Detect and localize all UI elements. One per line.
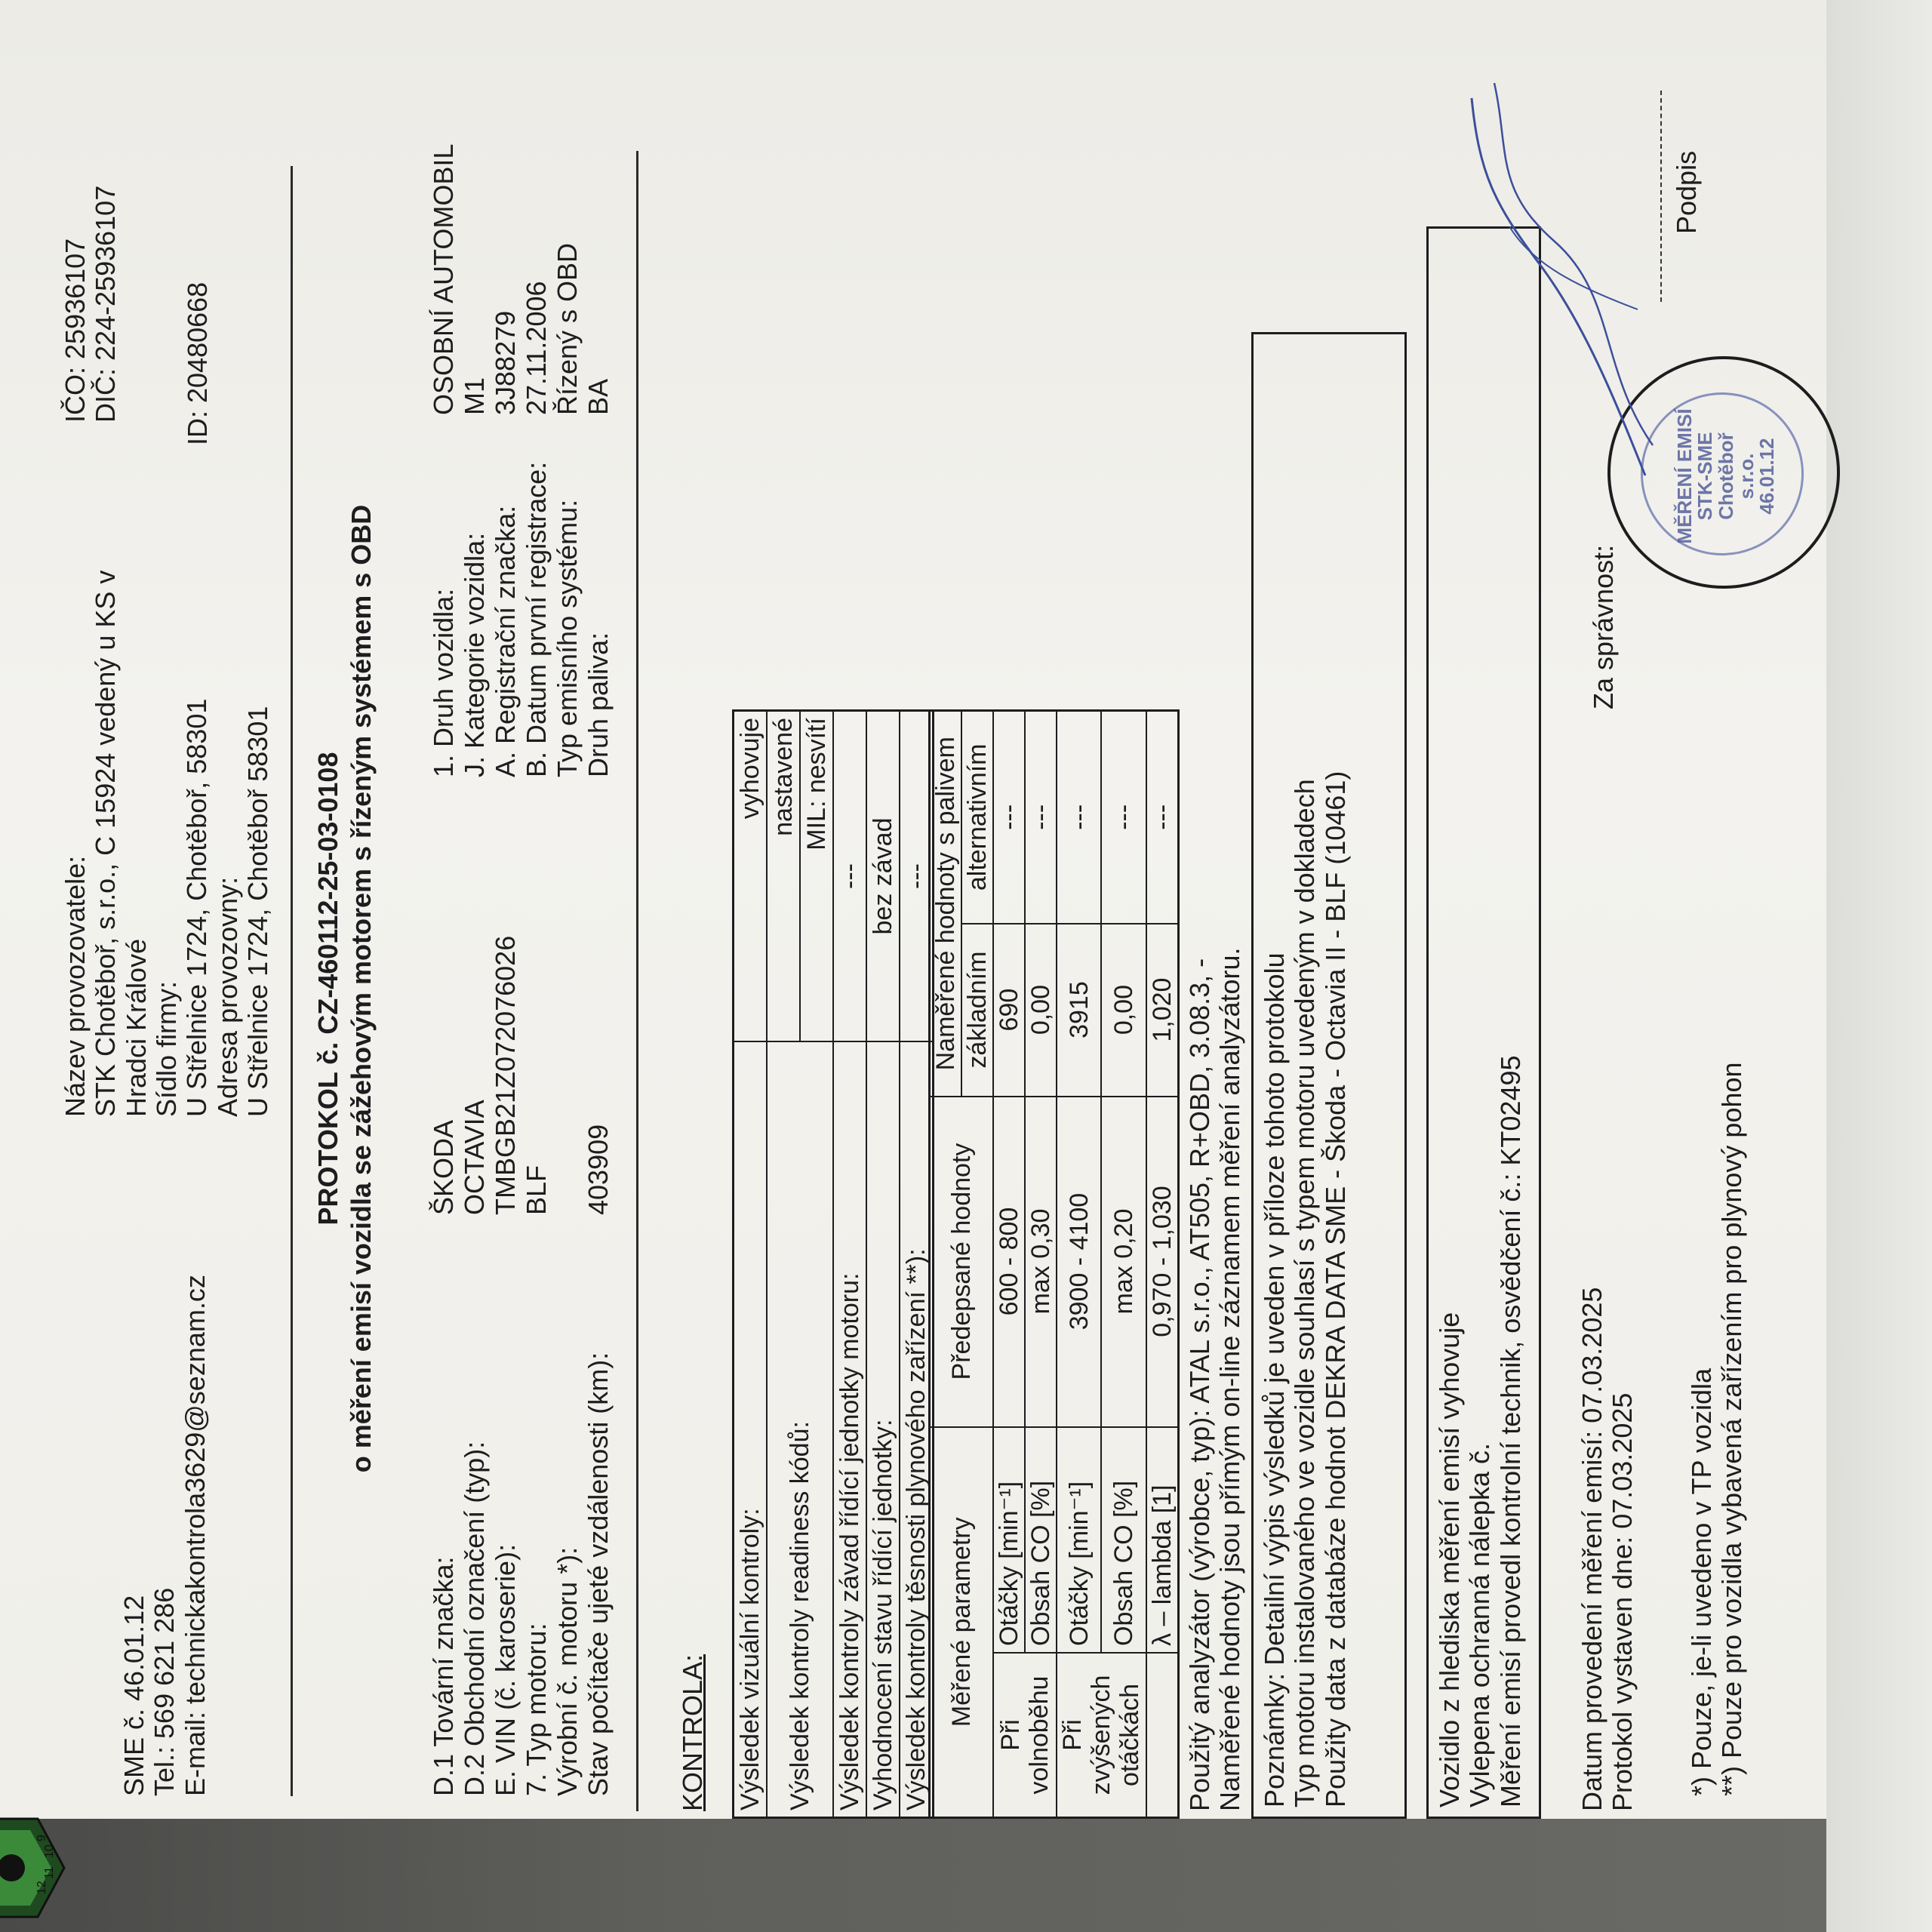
prescribed-cell: 600 - 800 <box>993 1097 1025 1427</box>
odometer-value: 403909 <box>583 1124 614 1215</box>
model-label: D.2 Obchodní označení (typ): <box>459 1441 490 1796</box>
address-value: U Střelnice 1724, Chotěboř 58301 <box>242 706 273 1117</box>
vehicle-divider <box>636 151 638 1811</box>
measurements-table <box>928 709 1180 1819</box>
verdict-sticker: Vylepena ochranná nálepka č. <box>1464 1442 1496 1807</box>
seat-label: Sídlo firmy: <box>150 980 182 1117</box>
email: E-mail: technickakontrola3629@seznam.cz <box>179 1275 211 1796</box>
table-row <box>833 711 866 1818</box>
table-row <box>1057 711 1101 1818</box>
protocol-number: PROTOKOL č. CZ-460112-25-03-0108 <box>312 752 343 1226</box>
sme-number: SME č. 46.01.12 <box>118 1595 149 1796</box>
alt-cell: --- <box>1101 711 1146 924</box>
group-high-rpm-line2: otáčkách <box>1115 1683 1145 1787</box>
seal-number: 10 <box>43 1844 56 1858</box>
table-row <box>734 711 768 1818</box>
responsibility-label: Za správnost: <box>1588 544 1619 709</box>
vehicle-category-value: M1 <box>459 377 490 415</box>
vin-value: TMBGB21Z072076026 <box>490 935 521 1215</box>
col-measured-params: Měřené parametry <box>930 1427 994 1818</box>
prescribed-cell: max 0,20 <box>1101 1097 1146 1427</box>
fuel-label: Druh paliva: <box>583 632 614 777</box>
mil-value: MIL: nesvítí <box>800 711 833 1042</box>
table-row <box>1101 711 1146 1818</box>
stamp-name: STK-SME <box>1694 432 1717 521</box>
param-cell: Otáčky [min⁻¹] <box>1057 1427 1101 1653</box>
col-prescribed-values: Předepsané hodnoty <box>930 1097 994 1427</box>
stk-hex-logo <box>0 1811 68 1924</box>
verdict-technician: Měření emisí provedl kontrolní technik, osvědčení č.: KT02495 <box>1494 1055 1526 1807</box>
param-cell: Obsah CO [%] <box>1101 1427 1146 1653</box>
readiness-label: Výsledek kontroly readiness kódů: <box>767 1041 833 1818</box>
basic-cell: 0,00 <box>1025 924 1057 1097</box>
notes-line: Použity data z databáze hodnot DEKRA DATA SME - Škoda - Octavia II - BLF (10461) <box>1319 771 1351 1807</box>
dic: DIČ: 224-25936107 <box>90 185 122 423</box>
table-header-row <box>930 711 962 1818</box>
seat-value: U Střelnice 1724, Chotěboř, 58301 <box>181 698 213 1117</box>
group-idle: Při volnoběhu <box>993 1653 1057 1818</box>
vin-label: E. VIN (č. karoserie): <box>490 1543 521 1796</box>
stamp-arc: MĚŘENÍ EMISÍ <box>1673 408 1696 544</box>
signature-line <box>1660 91 1662 302</box>
seal-number: 11 <box>43 1866 56 1879</box>
stamp-number: 46.01.12 <box>1755 438 1779 515</box>
ecu-faults-label: Výsledek kontroly závad řídící jednotky motoru: <box>833 1041 866 1818</box>
registration-value: 3J88279 <box>490 310 521 415</box>
param-cell: Obsah CO [%] <box>1025 1427 1057 1653</box>
signature-scribble <box>1464 68 1660 491</box>
basic-cell: 3915 <box>1057 924 1101 1097</box>
analyzer-note: Naměřené hodnoty jsou přímým on-line záznamem měření analyzátoru. <box>1214 947 1246 1811</box>
stamp-text <box>1675 367 1777 586</box>
protocol-title <box>313 385 377 1592</box>
make-label: D.1 Tovární značka: <box>428 1556 459 1796</box>
emission-system-value: Řízený s OBD <box>552 242 583 415</box>
engine-type-label: 7. Typ motoru: <box>521 1623 552 1796</box>
vehicle-kind-value: OSOBNÍ AUTOMOBIL <box>428 143 459 415</box>
analyzer-info: Použitý analyzátor (výrobce, typ): ATAL s.r.o., AT505, R+OBD, 3.08.3, - <box>1184 958 1215 1811</box>
verdict-result: Vozidlo z hlediska měření emisí vyhovuje <box>1434 1312 1465 1807</box>
basic-cell: 690 <box>993 924 1025 1097</box>
footnote: *) Pouze, je-li uvedeno v TP vozidla <box>1686 1368 1717 1796</box>
registration-label: A. Registrační značka: <box>490 505 521 777</box>
col-measured-values: Naměřené hodnoty s palivem <box>930 711 962 1097</box>
operator-name: STK Chotěboř, s.r.o., C 15924 vedený u KS v <box>90 570 122 1117</box>
odometer-label: Stav počítače ujeté vzdálenosti (km): <box>583 1352 614 1796</box>
prescribed-cell: max 0,30 <box>1025 1097 1057 1427</box>
notes-line: Poznámky: Detailní výpis výsledků je uveden v příloze tohoto protokolu <box>1259 952 1290 1807</box>
footnote: **) Pouze pro vozidla vybavená zařízením pro plynový pohon <box>1716 1062 1748 1796</box>
empty-group-cell <box>1146 1653 1179 1818</box>
control-results-table <box>732 709 934 1819</box>
engine-type-value: BLF <box>521 1164 552 1215</box>
vehicle-info-left <box>429 936 614 1796</box>
table-row <box>767 711 800 1818</box>
basic-cell: 0,00 <box>1101 924 1146 1097</box>
first-registration-label: B. Datum první registrace: <box>521 461 552 777</box>
param-cell: λ – lambda [1] <box>1146 1427 1179 1653</box>
group-high-rpm-line1: Při zvýšených <box>1058 1675 1116 1795</box>
model-value: OCTAVIA <box>459 1100 490 1215</box>
col-basic-fuel: základním <box>961 924 993 1097</box>
phone: Tel.: 569 621 286 <box>149 1587 180 1796</box>
table-row <box>1025 711 1057 1818</box>
operator-label: Název provozovatele: <box>60 855 91 1117</box>
param-cell: Otáčky [min⁻¹] <box>993 1427 1025 1653</box>
kontrola-heading: KONTROLA: <box>677 1654 708 1811</box>
header-divider <box>291 166 293 1796</box>
ecu-state-value: bez závad <box>866 711 900 1042</box>
alt-cell: --- <box>1025 711 1057 924</box>
vehicle-kind-label: 1. Druh vozidla: <box>428 588 459 777</box>
stamp-city: Chotěboř <box>1714 432 1737 520</box>
alt-cell: --- <box>1057 711 1101 924</box>
visual-check-value: vyhovuje <box>734 711 768 1042</box>
signature-label: Podpis <box>1671 150 1702 234</box>
vehicle-info-right <box>429 144 614 777</box>
gas-tightness-value: --- <box>900 711 934 1042</box>
table-row <box>1146 711 1179 1818</box>
prescribed-cell: 3900 - 4100 <box>1057 1097 1101 1427</box>
ico: IČO: 25936107 <box>60 238 91 423</box>
gas-tightness-label: Výsledek kontroly těsnosti plynového zařízení **): <box>900 1041 934 1818</box>
group-high-rpm <box>1057 1653 1146 1818</box>
engine-serial-label: Výrobní č. motoru *): <box>552 1546 583 1796</box>
notes-box <box>1251 332 1407 1819</box>
seal-number: 12 <box>35 1881 48 1894</box>
operator-name-cont: Hradci Králové <box>120 938 152 1117</box>
col-alt-fuel: alternativním <box>961 711 993 924</box>
prescribed-cell: 0,970 - 1,030 <box>1146 1097 1179 1427</box>
address-label: Adresa provozovny: <box>211 876 243 1117</box>
issue-date: Protokol vystaven dne: 07.03.2025 <box>1607 1392 1638 1811</box>
table-row <box>866 711 900 1818</box>
stamp-form: s.r.o. <box>1734 453 1758 500</box>
visual-check-label: Výsledek vizuální kontroly: <box>734 1041 768 1818</box>
emission-system-label: Typ emisního systému: <box>552 499 583 777</box>
seal-number: 9 <box>35 1835 48 1841</box>
vehicle-category-label: J. Kategorie vozidla: <box>459 532 490 777</box>
alt-cell: --- <box>993 711 1025 924</box>
protocol-subtitle: o měření emisí vozidla se zážehovým motorem s řízeným systémem s OBD <box>346 504 377 1473</box>
fuel-value: BA <box>583 378 614 415</box>
basic-cell: 1,020 <box>1146 924 1179 1097</box>
alt-cell: --- <box>1146 711 1179 924</box>
measurement-date: Datum provedení měření emisí: 07.03.2025 <box>1577 1287 1607 1811</box>
table-row <box>993 711 1025 1818</box>
ecu-faults-value: --- <box>833 711 866 1042</box>
operator-id: ID: 20480668 <box>182 281 213 445</box>
notes-line: Typ motoru instalovaného ve vozidle souhlasí s typem motoru uvedeným v dokladech <box>1289 779 1321 1807</box>
ecu-state-label: Vyhodnocení stavu řídící jednotky: <box>866 1041 900 1818</box>
make-value: ŠKODA <box>428 1119 459 1215</box>
first-registration-value: 27.11.2006 <box>521 281 552 415</box>
readiness-value: nastavené <box>767 711 800 1042</box>
emission-protocol-document <box>30 98 1902 1909</box>
